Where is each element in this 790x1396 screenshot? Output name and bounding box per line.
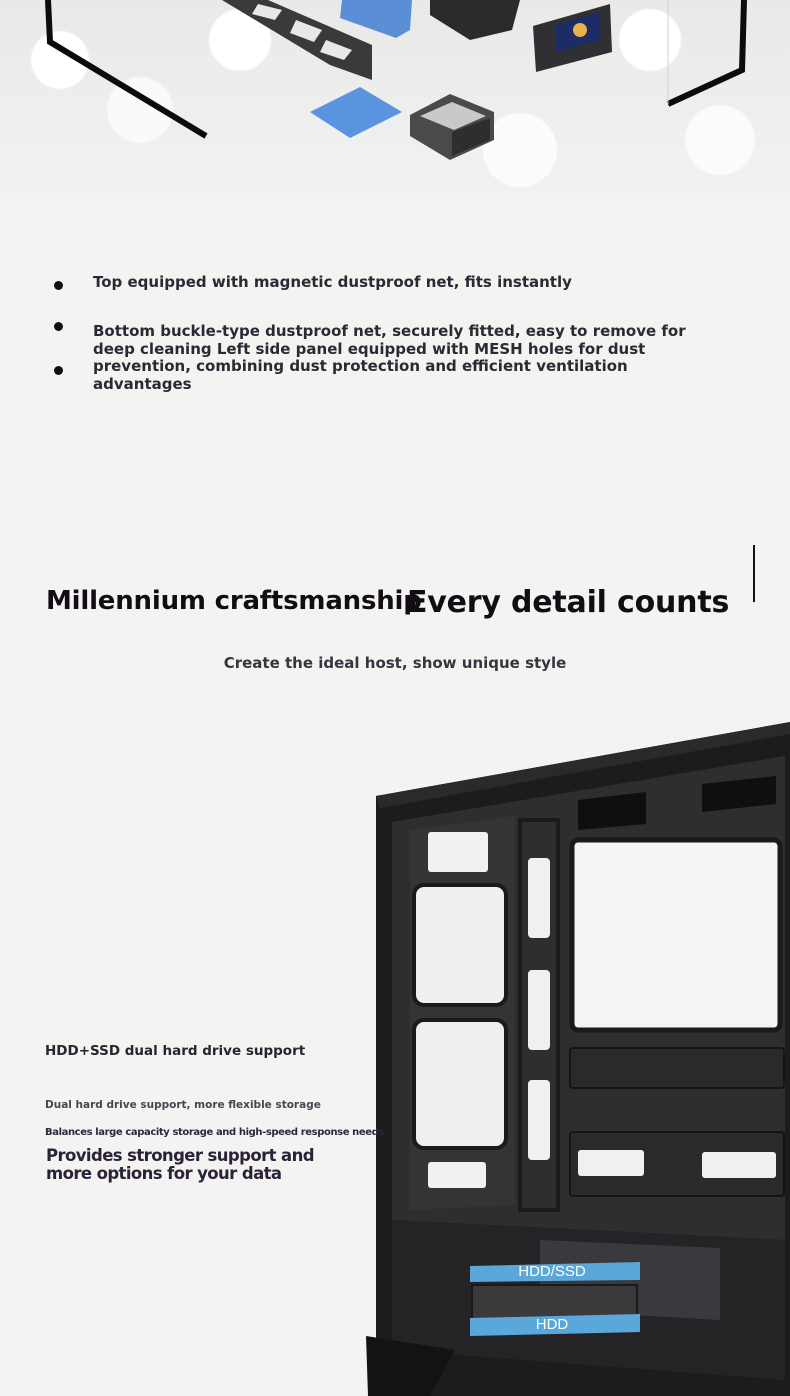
storage-desc-2: Balances large capacity storage and high-speed response needs	[45, 1127, 384, 1138]
storage-title: HDD+SSD dual hard drive support	[45, 1043, 306, 1059]
case-body	[430, 0, 520, 40]
bullet-icon	[54, 366, 63, 375]
heading-left: Millennium craftsmanship	[46, 586, 422, 616]
heading-divider	[753, 545, 755, 602]
drive-label-upper: HDD/SSD	[518, 1263, 586, 1280]
feature-list	[0, 230, 790, 530]
heading-right: Every detail counts	[407, 585, 730, 620]
storage-section	[0, 700, 790, 1396]
left-panel-frame	[48, 0, 206, 136]
exploded-parts-svg	[0, 0, 790, 230]
craftsmanship-heading	[0, 530, 790, 700]
feature-item: Top equipped with magnetic dustproof net, fits instantly	[93, 273, 572, 291]
feature-item: Bottom buckle-type dustproof net, securely fitted, easy to remove for deep cleaning Left side panel equipped with MESH holes for dust prevention, combining dust protection and efficient ventilation advantages	[93, 322, 686, 393]
drive-label-lower: HDD	[535, 1316, 569, 1333]
storage-desc-1: Dual hard drive support, more flexible storage	[45, 1099, 321, 1111]
top-dust-filter	[340, 0, 412, 38]
bottom-dust-filter	[310, 87, 402, 138]
exploded-parts-illustration	[0, 0, 790, 230]
storage-desc-3: Provides stronger support and more options for your data	[46, 1146, 314, 1183]
bullet-icon	[54, 322, 63, 331]
bullet-icon	[54, 281, 63, 290]
right-panel-frame	[668, 0, 744, 104]
heading-subtitle: Create the ideal host, show unique style	[223, 654, 567, 672]
